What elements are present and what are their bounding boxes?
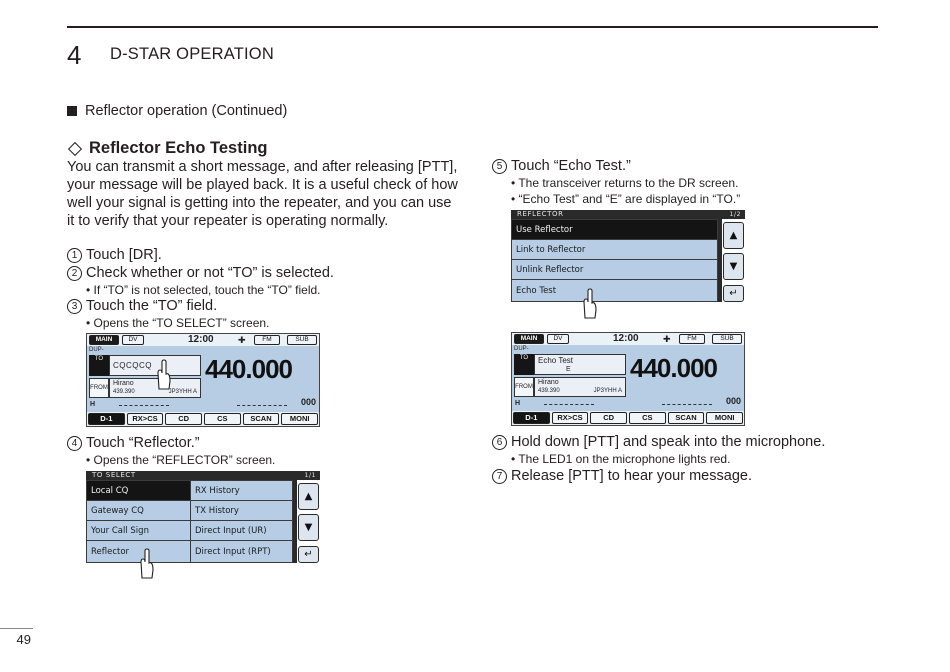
- from-label: FROM: [514, 377, 534, 397]
- down-arrow-icon: ▼: [729, 261, 738, 272]
- list-item-your-call-sign[interactable]: Your Call Sign: [87, 521, 190, 541]
- memory-channel: 000: [725, 396, 741, 406]
- s-meter-2: [662, 404, 712, 405]
- from-frequency: 439.390: [538, 388, 560, 394]
- list-item-direct-input-rpt[interactable]: Direct Input (RPT): [190, 541, 292, 562]
- list-item-reflector[interactable]: Reflector: [91, 546, 130, 557]
- from-frequency: 439.390: [113, 389, 135, 395]
- step-6: [492, 434, 825, 450]
- step-4: [67, 435, 200, 451]
- main-indicator: MAIN: [89, 335, 119, 345]
- reflector-list: [511, 219, 718, 302]
- step-number: 5: [492, 159, 507, 174]
- up-arrow-icon: ▲: [729, 230, 738, 241]
- from-callsign: JP3YHH A: [593, 388, 622, 394]
- list-item-direct-input-ur[interactable]: Direct Input (UR): [190, 521, 292, 541]
- from-name: Hirano: [538, 379, 559, 386]
- subsection-heading-text: Reflector Echo Testing: [89, 139, 268, 157]
- antenna-icon: ✚: [238, 335, 246, 345]
- scroll-down-button[interactable]: [298, 514, 319, 541]
- from-name: Hirano: [113, 380, 134, 387]
- scrollbar[interactable]: [293, 480, 297, 563]
- dr-button-row: [87, 412, 319, 426]
- back-icon: ↵: [304, 549, 313, 560]
- step-3: [67, 298, 217, 314]
- from-field[interactable]: [534, 377, 626, 397]
- s-meter: [544, 404, 594, 405]
- s-meter-2: [237, 405, 287, 406]
- to-label: [514, 354, 534, 375]
- reflector-title: REFLECTOR: [517, 210, 564, 218]
- reflector-page: 1/2: [729, 211, 741, 218]
- list-item-tx-history[interactable]: TX History: [190, 501, 292, 521]
- subsection-heading: [67, 139, 267, 158]
- step-5-bullet-2: • “Echo Test” and “E” are displayed in “TO.”: [511, 192, 741, 206]
- s-meter: [119, 405, 169, 406]
- list-item-local-cq[interactable]: Local CQ: [87, 481, 190, 501]
- to-label-text: TO: [94, 356, 104, 362]
- dr-button-row: [512, 411, 744, 425]
- chapter-number: 4: [67, 40, 82, 70]
- to-value: CQCQCQ: [113, 361, 152, 370]
- dr-button-scan[interactable]: SCAN: [243, 413, 280, 425]
- to-field[interactable]: [534, 354, 626, 375]
- step-text: Release [PTT] to hear your message.: [511, 468, 752, 484]
- step-3-bullet: • Opens the “TO SELECT” screen.: [86, 316, 270, 330]
- pointing-hand-icon: [136, 548, 156, 582]
- step-text: Hold down [PTT] and speak into the microphone.: [511, 434, 826, 450]
- step-text: Check whether or not “TO” is selected.: [86, 265, 334, 281]
- step-number: 4: [67, 436, 82, 451]
- from-label: FROM: [89, 378, 109, 398]
- list-item-gateway-cq[interactable]: Gateway CQ: [87, 501, 190, 521]
- step-text: Touch the “TO” field.: [86, 298, 218, 314]
- to-select-title: TO SELECT: [92, 471, 136, 479]
- dr-button-moni[interactable]: MONI: [281, 413, 318, 425]
- dr-button-rxcs[interactable]: RX>CS: [127, 413, 164, 425]
- reflector-title-bar: [511, 210, 745, 219]
- scroll-down-button[interactable]: [723, 253, 744, 280]
- clock: 12:00: [613, 333, 639, 344]
- list-item-unlink-reflector[interactable]: Unlink Reflector: [512, 260, 717, 280]
- to-select-list: [86, 480, 293, 563]
- scroll-up-button[interactable]: [723, 222, 744, 249]
- clock: 12:00: [188, 334, 214, 345]
- mode-indicator: DV: [547, 334, 569, 344]
- to-select-title-bar: [86, 471, 320, 480]
- mode-indicator: DV: [122, 335, 144, 345]
- dr-button-cd[interactable]: CD: [590, 412, 627, 424]
- diamond-icon: [68, 141, 82, 155]
- step-number: 6: [492, 435, 507, 450]
- square-bullet-icon: [67, 106, 77, 116]
- frequency-display: 440.000: [630, 353, 717, 383]
- step-1: [67, 247, 162, 263]
- to-sub-value: E: [566, 366, 571, 373]
- dr-button-rxcs[interactable]: RX>CS: [552, 412, 589, 424]
- from-callsign: JP3YHH A: [168, 389, 197, 395]
- back-button[interactable]: [723, 285, 744, 302]
- to-label: [89, 355, 109, 376]
- up-arrow-icon: ▲: [304, 491, 313, 502]
- sub-button[interactable]: SUB: [287, 335, 317, 345]
- step-7: [492, 468, 752, 484]
- list-item-link-to-reflector[interactable]: Link to Reflector: [512, 240, 717, 260]
- step-number: 2: [67, 266, 82, 281]
- to-select-page: 1/1: [304, 472, 316, 479]
- duplex-indicator: DUP-: [514, 346, 529, 352]
- to-select-screen: [86, 471, 320, 565]
- dr-button-d1[interactable]: D-1: [88, 413, 125, 425]
- step-number: 7: [492, 469, 507, 484]
- chapter-title: D-STAR OPERATION: [110, 45, 274, 63]
- list-item-echo-test[interactable]: Echo Test: [516, 285, 557, 296]
- list-item-use-reflector[interactable]: Use Reflector: [512, 220, 717, 240]
- reflector-screen: [511, 210, 745, 304]
- antenna-icon: ✚: [663, 334, 671, 344]
- list-item-rx-history[interactable]: RX History: [190, 481, 292, 501]
- to-label-text: TO: [519, 355, 529, 361]
- memory-channel: 000: [300, 397, 316, 407]
- section-heading-text: Reflector operation (Continued): [85, 103, 288, 119]
- dr-button-moni[interactable]: MONI: [706, 412, 743, 424]
- step-text: Touch [DR].: [86, 247, 162, 263]
- dr-button-cd[interactable]: CD: [165, 413, 202, 425]
- step-5-bullet-1: • The transceiver returns to the DR screen.: [511, 176, 739, 190]
- step-text: Touch “Reflector.”: [86, 435, 200, 451]
- fm-indicator[interactable]: FM: [679, 334, 705, 344]
- intro-paragraph: You can transmit a short message, and after releasing [PTT], your message will be played back. It is a useful check of how well your signal is getting into the repeater, and you can use it to verify that your repeater is operating normally.: [67, 159, 458, 229]
- step-number: 3: [67, 299, 82, 314]
- pointing-hand-icon: [153, 359, 173, 393]
- step-5: [492, 158, 631, 174]
- step-number: 1: [67, 248, 82, 263]
- frequency-display: 440.000: [205, 354, 292, 384]
- dr-button-d1[interactable]: D-1: [513, 412, 550, 424]
- down-arrow-icon: ▼: [304, 522, 313, 533]
- section-heading: [67, 103, 287, 119]
- step-6-bullet: • The LED1 on the microphone lights red.: [511, 452, 731, 466]
- duplex-indicator: DUP-: [89, 347, 104, 353]
- dr-button-cs[interactable]: CS: [204, 413, 241, 425]
- dr-button-scan[interactable]: SCAN: [668, 412, 705, 424]
- page-number: 49: [0, 628, 33, 647]
- fm-indicator[interactable]: FM: [254, 335, 280, 345]
- step-4-bullet: • Opens the “REFLECTOR” screen.: [86, 453, 276, 467]
- step-2: [67, 265, 334, 281]
- dr-screen-1: [86, 333, 320, 427]
- dr-screen-2: [511, 332, 745, 426]
- back-button[interactable]: [298, 546, 319, 563]
- power-indicator: H: [90, 401, 96, 408]
- to-value: Echo Test: [538, 356, 573, 365]
- sub-button[interactable]: SUB: [712, 334, 742, 344]
- back-icon: ↵: [729, 288, 738, 299]
- step-text: Touch “Echo Test.”: [511, 158, 631, 174]
- top-rule: [67, 26, 878, 28]
- main-indicator: MAIN: [514, 334, 544, 344]
- scroll-up-button[interactable]: [298, 483, 319, 510]
- pointing-hand-icon: [579, 288, 599, 322]
- dr-button-cs[interactable]: CS: [629, 412, 666, 424]
- power-indicator: H: [515, 400, 521, 407]
- step-2-bullet: • If “TO” is not selected, touch the “TO” field.: [86, 283, 321, 297]
- scrollbar[interactable]: [718, 219, 722, 302]
